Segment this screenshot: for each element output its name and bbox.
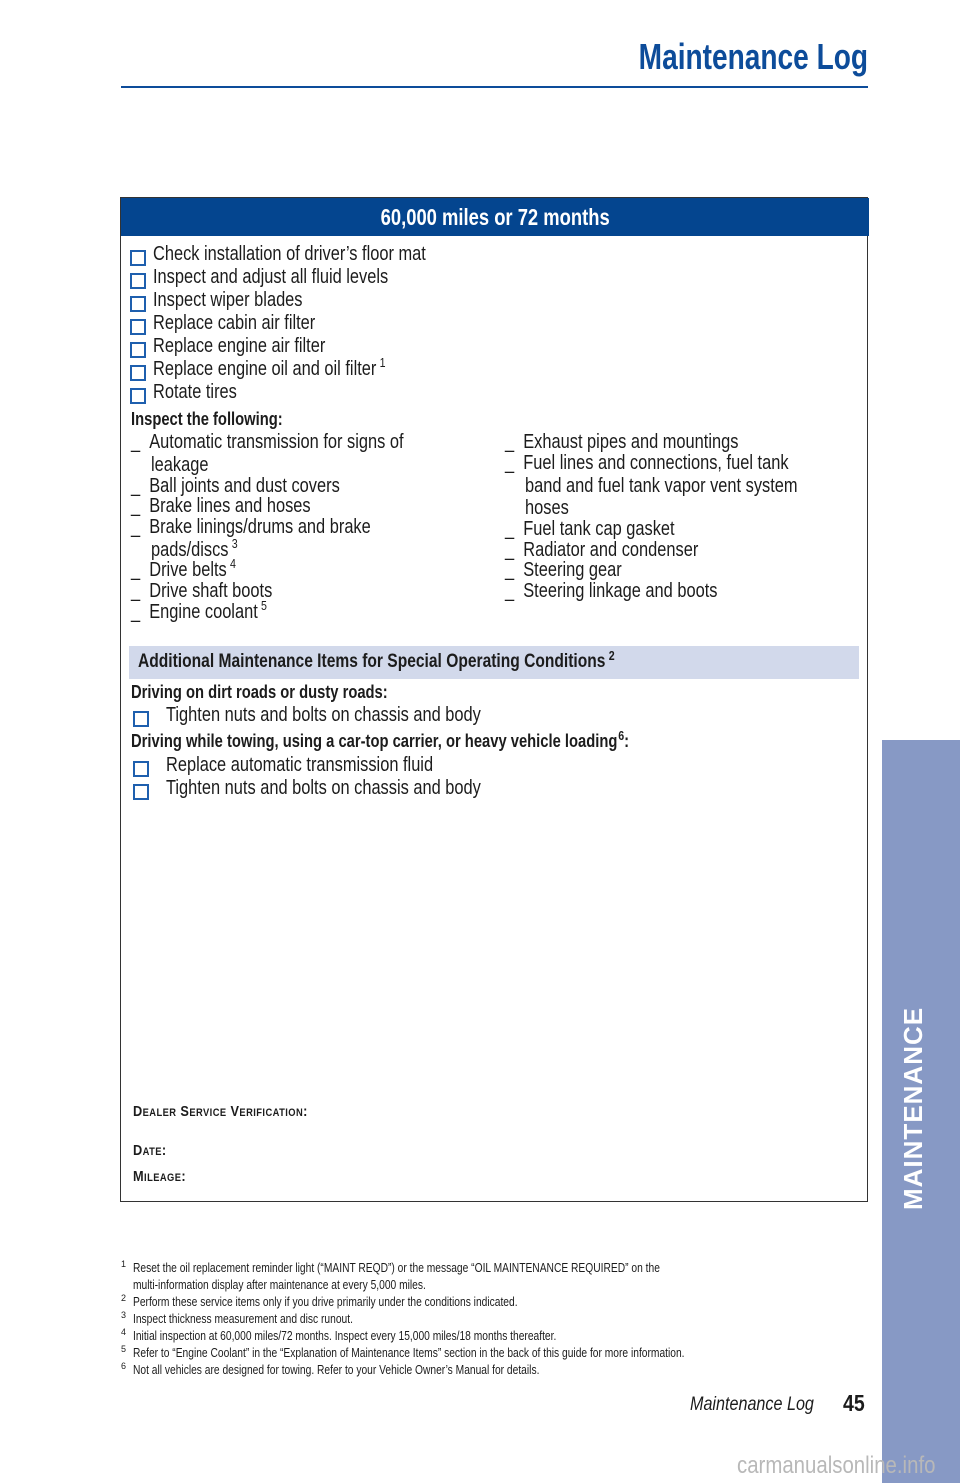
- checklist-item: Check installation of driver’s floor mat: [153, 243, 426, 265]
- page-number: 45: [843, 1390, 865, 1416]
- inspect-item: _ Radiator and condenser: [505, 539, 699, 561]
- checklist-item: Replace automatic transmission fluid: [166, 754, 434, 776]
- inspect-item: _ Engine coolant $^5$: [131, 598, 267, 623]
- inspect-item: _ Drive shaft boots: [131, 580, 273, 602]
- checklist-item: Replace engine air filter: [153, 335, 326, 357]
- checklist-checkbox[interactable]: [130, 319, 146, 335]
- additional-maintenance-heading: Additional Maintenance Items for Special Operating Conditions $^2$: [138, 647, 615, 672]
- checklist-checkbox[interactable]: [130, 342, 146, 358]
- checklist-checkbox[interactable]: [130, 388, 146, 404]
- footnote-ref: 4: [230, 556, 236, 572]
- checklist-item: Replace engine oil and oil filter $^1$: [153, 355, 386, 380]
- footnote: 3 Inspect thickness measurement and disc runout.: [121, 1310, 353, 1326]
- footer-section-label: Maintenance Log: [690, 1394, 814, 1415]
- checklist-checkbox[interactable]: [133, 711, 149, 727]
- dealer-verification-label: Dealer Service Verification:: [133, 1103, 308, 1120]
- footnote-ref: 2: [608, 647, 615, 663]
- inspect-item-continued: pads/discs $^3$: [151, 536, 238, 561]
- checklist-item: Inspect and adjust all fluid levels: [153, 266, 389, 288]
- checklist-checkbox[interactable]: [130, 296, 146, 312]
- inspect-item-continued: band and fuel tank vapor vent system: [525, 475, 798, 497]
- inspect-heading: Inspect the following:: [131, 409, 283, 429]
- inspect-item-continued: hoses: [525, 497, 569, 519]
- page-header-title: Maintenance Log: [638, 36, 868, 77]
- footnote-ref: 3: [231, 536, 238, 552]
- watermark: carmanualsonline.info: [737, 1452, 936, 1479]
- footnote-ref: 5: [261, 598, 267, 614]
- footnote: 1 Reset the oil replacement reminder light (“MAINT REQD”) or the message “OIL MAINTENANCE REQUIRED” on the: [121, 1259, 660, 1275]
- checklist-checkbox[interactable]: [130, 273, 146, 289]
- checklist-item: Tighten nuts and bolts on chassis and body: [166, 777, 481, 799]
- footnote: multi-information display after maintenance at every 5,000 miles.: [133, 1278, 426, 1292]
- footnote-ref: 6: [618, 728, 625, 743]
- date-label: Date:: [133, 1142, 167, 1159]
- towing-heading: Driving while towing, using a car-top carrier, or heavy vehicle loading$^6$:: [131, 728, 630, 751]
- inspect-item: _ Steering gear: [505, 559, 622, 581]
- checklist-item: Rotate tires: [153, 381, 237, 403]
- footnote: 4 Initial inspection at 60,000 miles/72 months. Inspect every 15,000 miles/18 months thereafter.: [121, 1327, 557, 1343]
- mileage-label: Mileage:: [133, 1168, 187, 1185]
- checklist-checkbox[interactable]: [133, 784, 149, 800]
- footnote: 6 Not all vehicles are designed for towing. Refer to your Vehicle Owner’s Manual for details.: [121, 1361, 540, 1377]
- footnote: 5 Refer to “Engine Coolant” in the “Explanation of Maintenance Items” section in the back of this guide for more information.: [121, 1344, 685, 1360]
- dirt-roads-heading: Driving on dirt roads or dusty roads:: [131, 682, 388, 702]
- checklist-item: Inspect wiper blades: [153, 289, 303, 311]
- inspect-item: _ Exhaust pipes and mountings: [505, 431, 739, 453]
- checklist-checkbox[interactable]: [130, 365, 146, 381]
- additional-maintenance-band: [129, 646, 859, 679]
- footnote-ref: 1: [379, 355, 386, 371]
- footnote: 2 Perform these service items only if you drive primarily under the conditions indicated.: [121, 1293, 518, 1309]
- inspect-item: _ Steering linkage and boots: [505, 580, 718, 602]
- inspect-item-continued: leakage: [151, 454, 209, 476]
- checklist-checkbox[interactable]: [133, 761, 149, 777]
- inspect-item: _ Brake lines and hoses: [131, 495, 311, 517]
- inspect-item: _ Fuel lines and connections, fuel tank: [505, 452, 789, 474]
- header-rule: [121, 86, 868, 88]
- checklist-checkbox[interactable]: [130, 250, 146, 266]
- interval-heading: 60,000 miles or 72 months: [121, 198, 869, 236]
- inspect-item: _ Automatic transmission for signs of: [131, 431, 404, 453]
- inspect-item: _ Fuel tank cap gasket: [505, 518, 675, 540]
- checklist-item: Replace cabin air filter: [153, 312, 316, 334]
- inspect-item: _ Ball joints and dust covers: [131, 475, 340, 497]
- footnotes: [121, 1260, 869, 1379]
- maintenance-panel: [120, 197, 868, 1202]
- inspect-item: _ Drive belts $^4$: [131, 556, 236, 581]
- checklist-item: Tighten nuts and bolts on chassis and body: [166, 704, 481, 726]
- inspect-item: _ Brake linings/drums and brake: [131, 516, 371, 538]
- section-side-tab-label: MAINTENANCE: [898, 1006, 928, 1210]
